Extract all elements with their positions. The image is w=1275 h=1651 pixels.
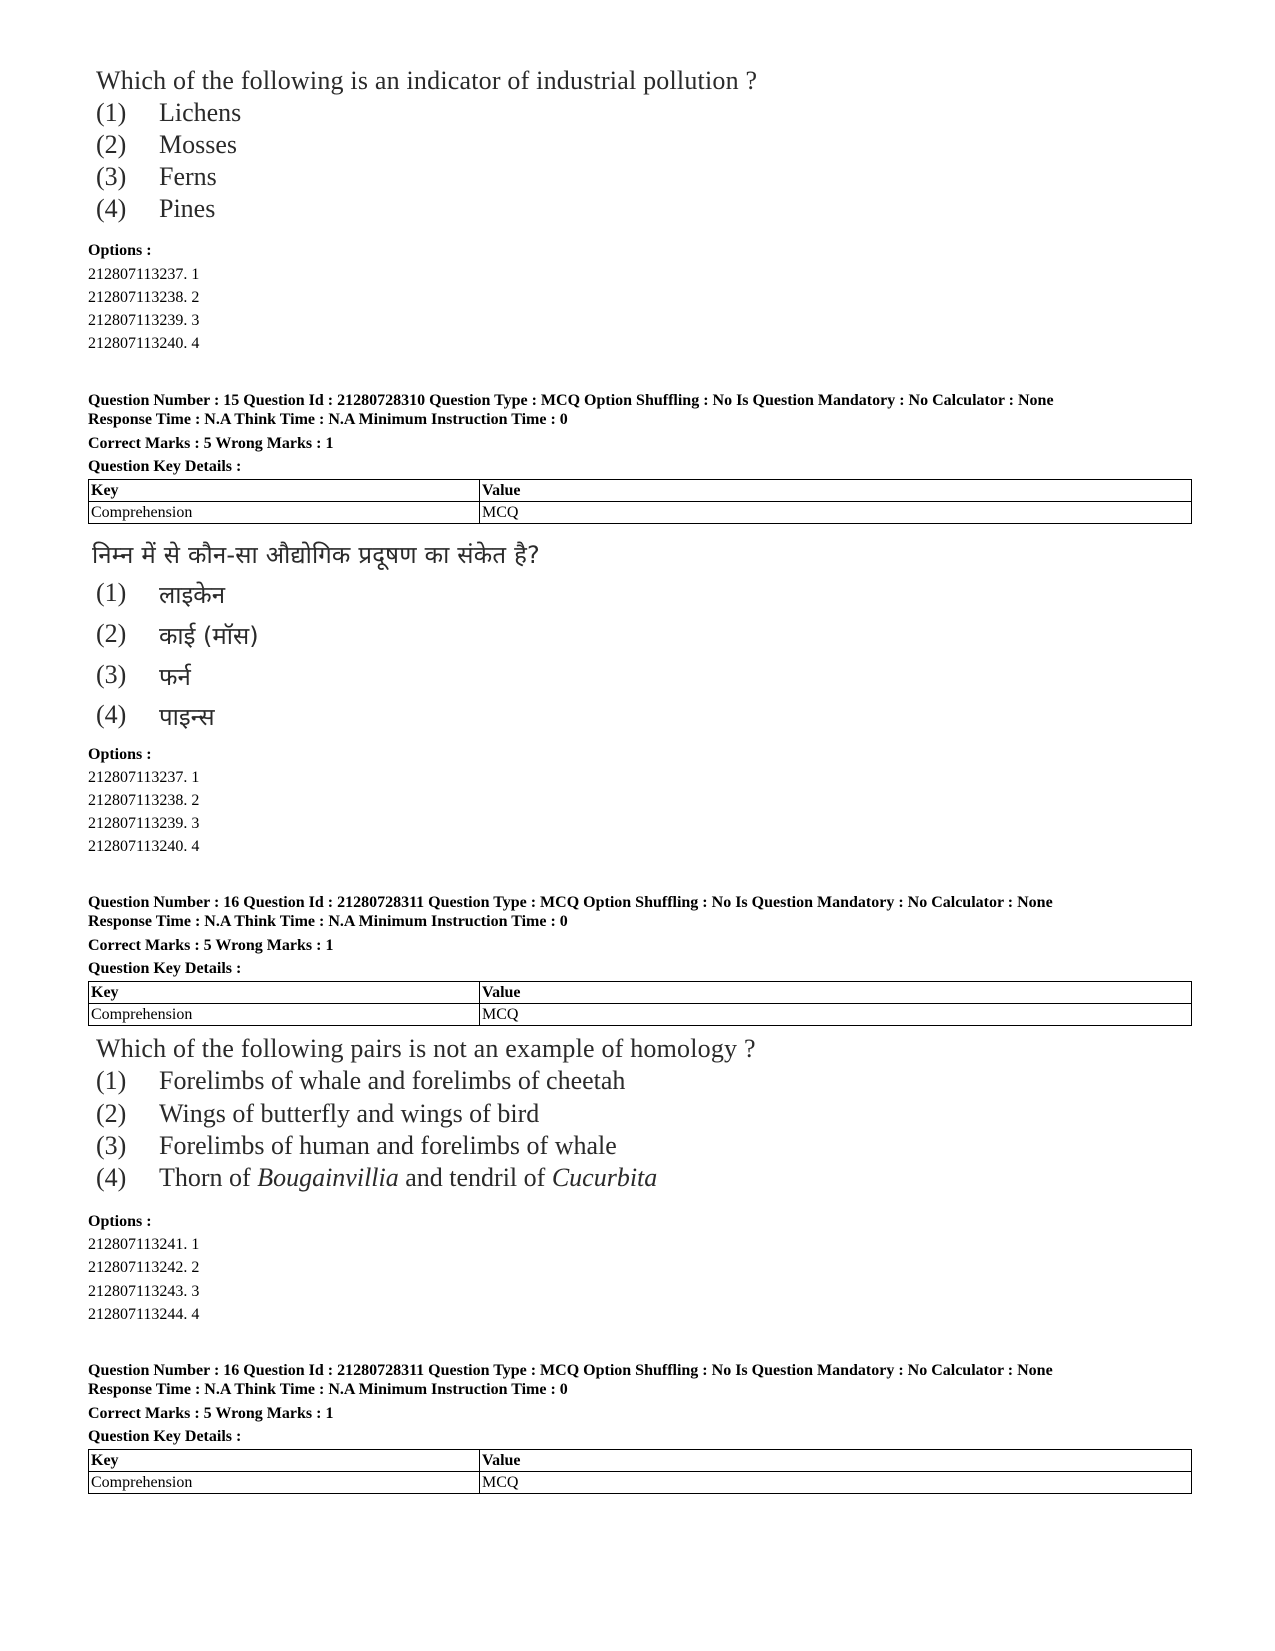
option-number: (2) <box>96 619 127 648</box>
option-id-line: 212807113244. 4 <box>88 1306 200 1323</box>
option-text: Mosses <box>159 130 238 159</box>
marks-line: Correct Marks : 5 Wrong Marks : 1 <box>88 435 334 452</box>
key-details-title: Question Key Details : <box>88 960 242 977</box>
option-id-line: 212807113240. 4 <box>88 838 200 855</box>
option-text: Forelimbs of human and forelimbs of whale <box>159 1131 617 1160</box>
question-text: Which of the following is an indicator of industrial pollution ? <box>96 66 758 95</box>
option-number: (4) <box>96 1163 127 1192</box>
table-header-key: Key <box>89 1450 480 1472</box>
option-id-line: 212807113240. 4 <box>88 335 200 352</box>
option-id-line: 212807113239. 3 <box>88 312 200 329</box>
option-id-line: 212807113242. 2 <box>88 1259 200 1276</box>
marks-line: Correct Marks : 5 Wrong Marks : 1 <box>88 1405 334 1422</box>
option-text-part: and tendril of <box>398 1163 552 1192</box>
marks-line: Correct Marks : 5 Wrong Marks : 1 <box>88 937 334 954</box>
option-id-line: 212807113239. 3 <box>88 815 200 832</box>
option-number: (4) <box>96 194 127 223</box>
question-key-table <box>88 981 1192 1026</box>
question-meta-line: Question Number : 16 Question Id : 21280728311 Question Type : MCQ Option Shuffling : No Is Question Mandatory : No Calculator : None <box>88 1362 1053 1379</box>
table-cell-key: Comprehension <box>89 1004 480 1026</box>
option-text-italic: Bougainvillia <box>257 1163 399 1192</box>
question-meta-line: Question Number : 16 Question Id : 21280728311 Question Type : MCQ Option Shuffling : No Is Question Mandatory : No Calculator : None <box>88 894 1053 911</box>
option-number: (3) <box>96 660 127 689</box>
option-number: (1) <box>96 98 127 127</box>
option-number: (4) <box>96 700 127 729</box>
option-text-italic: Cucurbita <box>551 1163 658 1192</box>
option-text <box>159 1163 657 1193</box>
option-text: Ferns <box>159 162 217 191</box>
table-cell-key: Comprehension <box>89 502 480 524</box>
table-header-value: Value <box>480 480 1192 502</box>
option-text: काई (मॉस) <box>159 622 259 650</box>
option-number: (2) <box>96 130 127 159</box>
question-meta-line: Question Number : 15 Question Id : 21280728310 Question Type : MCQ Option Shuffling : No Is Question Mandatory : No Calculator : None <box>88 392 1054 409</box>
option-number: (1) <box>96 578 127 607</box>
table-header-value: Value <box>480 1450 1192 1472</box>
option-id-line: 212807113237. 1 <box>88 266 200 283</box>
option-text: Lichens <box>159 98 242 127</box>
table-cell-value: MCQ <box>480 502 1192 524</box>
table-cell-value: MCQ <box>480 1472 1192 1494</box>
option-text-part: Thorn of <box>159 1163 258 1192</box>
question-key-table <box>88 479 1192 524</box>
table-header-key: Key <box>89 480 480 502</box>
question-text: निम्न में से कौन-सा औद्योगिक प्रदूषण का संकेत है? <box>92 541 540 569</box>
question-text: Which of the following pairs is not an example of homology ? <box>96 1034 756 1063</box>
option-text: Pines <box>159 194 216 223</box>
options-title: Options : <box>88 746 152 763</box>
option-text: Forelimbs of whale and forelimbs of cheetah <box>159 1066 626 1095</box>
options-title: Options : <box>88 242 152 259</box>
option-number: (1) <box>96 1066 127 1095</box>
table-cell-key: Comprehension <box>89 1472 480 1494</box>
option-text: पाइन्स <box>159 703 215 731</box>
option-text: फर्न <box>159 663 191 691</box>
option-number: (3) <box>96 162 127 191</box>
option-number: (3) <box>96 1131 127 1160</box>
question-meta-line: Response Time : N.A Think Time : N.A Minimum Instruction Time : 0 <box>88 913 568 930</box>
option-id-line: 212807113238. 2 <box>88 792 200 809</box>
question-meta-line: Response Time : N.A Think Time : N.A Minimum Instruction Time : 0 <box>88 1381 568 1398</box>
option-id-line: 212807113237. 1 <box>88 769 200 786</box>
option-id-line: 212807113243. 3 <box>88 1283 200 1300</box>
question-meta-line: Response Time : N.A Think Time : N.A Minimum Instruction Time : 0 <box>88 411 568 428</box>
table-header-value: Value <box>480 982 1192 1004</box>
option-text: लाइकेन <box>159 581 226 609</box>
key-details-title: Question Key Details : <box>88 458 242 475</box>
option-number: (2) <box>96 1099 127 1128</box>
option-id-line: 212807113241. 1 <box>88 1236 200 1253</box>
table-header-key: Key <box>89 982 480 1004</box>
table-cell-value: MCQ <box>480 1004 1192 1026</box>
options-title: Options : <box>88 1213 152 1230</box>
question-key-table <box>88 1449 1192 1494</box>
option-text: Wings of butterfly and wings of bird <box>159 1099 540 1128</box>
option-id-line: 212807113238. 2 <box>88 289 200 306</box>
key-details-title: Question Key Details : <box>88 1428 242 1445</box>
